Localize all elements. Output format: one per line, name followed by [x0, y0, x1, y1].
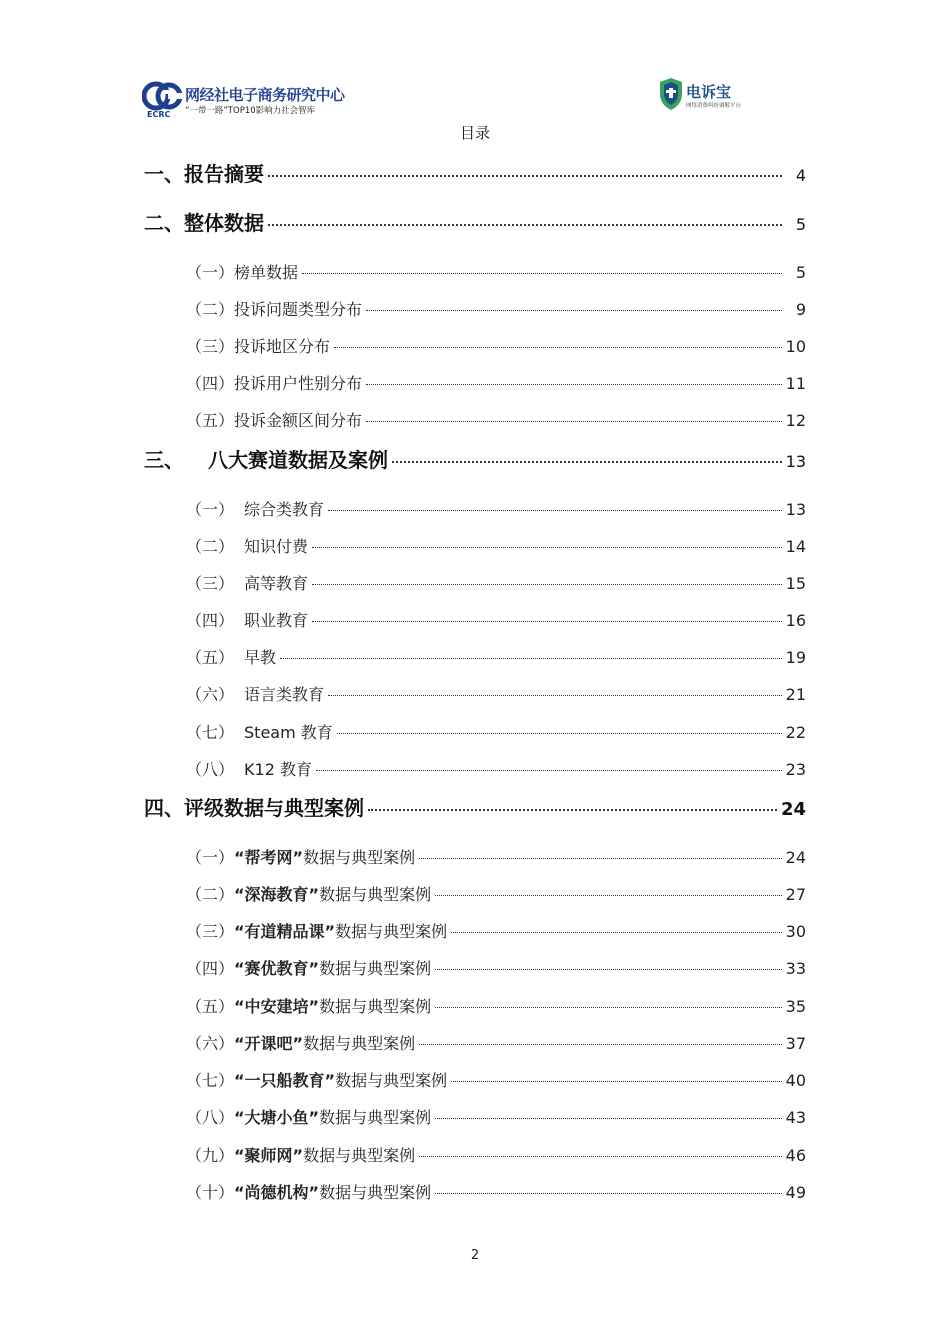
toc-entry-number: （三） [186, 574, 235, 593]
toc-entry-label: 数据与典型案例 [303, 848, 416, 867]
toc-page-number: 33 [785, 959, 806, 978]
toc-item[interactable] [186, 571, 806, 594]
toc-entry-label: （二）投诉问题类型分布 [186, 300, 363, 319]
dot-leader [312, 621, 782, 622]
toc-item[interactable] [186, 260, 806, 283]
toc-page-number: 40 [785, 1071, 806, 1090]
toc-entry-label: K12 教育 [244, 760, 312, 779]
toc-section-rating-cases[interactable] [144, 792, 806, 821]
dot-leader [451, 932, 782, 933]
dot-leader [302, 273, 782, 274]
toc-item[interactable] [186, 720, 806, 743]
toc-entry-label: 数据与典型案例 [319, 997, 432, 1016]
toc-page-number: 24 [780, 799, 806, 820]
toc-item[interactable] [186, 297, 806, 320]
toc-section-summary[interactable] [144, 158, 806, 187]
toc-entry-name: “帮考网” [234, 848, 304, 867]
toc-entry-label: 数据与典型案例 [319, 885, 432, 904]
toc-page-number: 5 [795, 263, 806, 282]
dot-leader [435, 1007, 782, 1008]
toc-entry-label: 知识付费 [244, 537, 309, 556]
dot-leader [268, 224, 782, 226]
dot-leader [312, 547, 782, 548]
toc-entry-label: （五）投诉金额区间分布 [186, 411, 363, 430]
toc-item[interactable] [186, 682, 806, 705]
toc-entry-number: （八） [186, 760, 235, 779]
dianshubao-logo [658, 77, 768, 117]
dianshubao-subtitle: 网络消费纠纷调解平台 [686, 103, 742, 109]
toc-page-number: 9 [795, 300, 806, 319]
toc-page-number: 5 [795, 215, 806, 234]
toc-entry-number: 三、 [144, 448, 184, 472]
toc-entry-number: （一） [186, 848, 235, 867]
toc-item[interactable] [186, 645, 806, 668]
toc-entry-label: 数据与典型案例 [319, 1183, 432, 1202]
toc-page-number: 24 [785, 848, 806, 867]
toc-item[interactable] [186, 956, 806, 979]
toc-page-number: 12 [785, 411, 806, 430]
toc-page-number: 11 [785, 374, 806, 393]
toc-entry-name: “尚德机构” [234, 1183, 320, 1202]
dot-leader [268, 175, 782, 177]
toc-section-overall-data[interactable] [144, 207, 806, 236]
toc-entry-number: （一） [186, 500, 235, 519]
toc-entry-label: 数据与典型案例 [319, 959, 432, 978]
toc-entry-number: （八） [186, 1108, 235, 1127]
toc-entry-label: 一、报告摘要 [144, 162, 264, 186]
toc-item[interactable] [186, 1180, 806, 1203]
toc-entry-name: “开课吧” [234, 1034, 304, 1053]
toc-entry-number: （二） [186, 885, 235, 904]
toc-entry-label: 职业教育 [244, 611, 309, 630]
toc-entry-name: “深海教育” [234, 885, 320, 904]
dot-leader [419, 858, 782, 859]
toc-entry-number: （六） [186, 1034, 235, 1053]
dot-leader [435, 1193, 782, 1194]
dot-leader [366, 310, 782, 311]
toc-item[interactable] [186, 334, 806, 357]
toc-item[interactable] [186, 919, 806, 942]
toc-item[interactable] [186, 994, 806, 1017]
ecrc-abbr: ECRC [147, 110, 171, 119]
toc-entry-label: （三）投诉地区分布 [186, 337, 331, 356]
toc-entry-label: 高等教育 [244, 574, 309, 593]
toc-page-number: 4 [795, 166, 806, 185]
toc-entry-number: （七） [186, 723, 235, 742]
dot-leader [328, 510, 782, 511]
toc-entry-label: 四、评级数据与典型案例 [144, 796, 364, 820]
toc-item[interactable] [186, 408, 806, 431]
dot-leader [419, 1044, 782, 1045]
dot-leader [368, 809, 777, 811]
toc-page-number: 14 [785, 537, 806, 556]
toc-entry-label: 早教 [244, 648, 277, 667]
toc-page-number: 13 [785, 500, 806, 519]
dot-leader [435, 1118, 782, 1119]
toc-entry-name: “有道精品课” [234, 922, 336, 941]
toc-page-number: 27 [785, 885, 806, 904]
toc-entry-name: “一只船教育” [234, 1071, 336, 1090]
dot-leader [366, 384, 782, 385]
page-header [0, 0, 950, 130]
dot-leader [337, 733, 782, 734]
toc-page-number: 13 [785, 452, 806, 471]
toc-entry-number: （三） [186, 922, 235, 941]
toc-item[interactable] [186, 845, 806, 868]
toc-item[interactable] [186, 371, 806, 394]
dianshubao-name: 电诉宝 [686, 83, 732, 101]
ecrc-slogan: “一带一路”TOP10影响力社会智库 [185, 106, 316, 116]
toc-page-number: 16 [785, 611, 806, 630]
toc-page-number: 49 [785, 1183, 806, 1202]
toc-entry-name: “聚师网” [234, 1146, 304, 1165]
toc-page-number: 15 [785, 574, 806, 593]
toc-page-number: 10 [785, 337, 806, 356]
page-footer-number: 2 [470, 1248, 480, 1263]
dot-leader [419, 1156, 782, 1157]
dot-leader [316, 770, 782, 771]
shield-icon [658, 77, 684, 111]
toc-entry-number: （六） [186, 685, 235, 704]
toc-page-number: 37 [785, 1034, 806, 1053]
toc-entry-label: 综合类教育 [244, 500, 325, 519]
toc-item[interactable] [186, 1031, 806, 1054]
dot-leader [435, 895, 782, 896]
toc-entry-label: Steam 教育 [244, 723, 333, 742]
toc-entry-number: （四） [186, 959, 235, 978]
toc-title: 目录 [459, 124, 490, 142]
dot-leader [334, 347, 782, 348]
toc-entry-name: “中安建培” [234, 997, 320, 1016]
toc-page-number: 35 [785, 997, 806, 1016]
toc-page-number: 22 [785, 723, 806, 742]
toc-entry-number: （二） [186, 537, 235, 556]
toc-entry-label: 语言类教育 [244, 685, 325, 704]
toc-entry-number: （五） [186, 997, 235, 1016]
toc-entry-number: （七） [186, 1071, 235, 1090]
toc-page-number: 23 [785, 760, 806, 779]
toc-entry-label: 二、整体数据 [144, 211, 264, 235]
toc-item[interactable] [186, 1068, 806, 1091]
dot-leader [435, 969, 782, 970]
ecrc-name: 网经社电子商务研究中心 [185, 86, 345, 104]
toc-item[interactable] [186, 608, 806, 631]
toc-item[interactable] [186, 534, 806, 557]
toc-page-number: 30 [785, 922, 806, 941]
dot-leader [392, 461, 782, 463]
dot-leader [451, 1081, 782, 1082]
toc-entry-label: 数据与典型案例 [319, 1108, 432, 1127]
toc-item[interactable] [186, 882, 806, 905]
toc-entry-number: （四） [186, 611, 235, 630]
toc-item[interactable] [186, 1143, 806, 1166]
toc-entry-label: 八大赛道数据及案例 [208, 448, 388, 472]
toc-entry-name: “大塘小鱼” [234, 1108, 320, 1127]
toc-entry-label: （四）投诉用户性别分布 [186, 374, 363, 393]
toc-entry-label: （一）榜单数据 [186, 263, 299, 282]
toc-page-number: 19 [785, 648, 806, 667]
toc-page-number: 46 [785, 1146, 806, 1165]
toc-entry-number: （十） [186, 1183, 235, 1202]
toc-page-number: 43 [785, 1108, 806, 1127]
dot-leader [328, 695, 782, 696]
dot-leader [312, 584, 782, 585]
toc-item[interactable] [186, 497, 806, 520]
dot-leader [366, 421, 782, 422]
toc-entry-label: 数据与典型案例 [335, 1071, 448, 1090]
toc-entry-label: 数据与典型案例 [303, 1034, 416, 1053]
toc-item[interactable] [186, 757, 806, 780]
toc-item[interactable] [186, 1105, 806, 1128]
toc-entry-label: 数据与典型案例 [303, 1146, 416, 1165]
dot-leader [280, 658, 782, 659]
toc-section-tracks[interactable] [144, 444, 806, 473]
toc-entry-name: “赛优教育” [234, 959, 320, 978]
toc-entry-number: （五） [186, 648, 235, 667]
toc-page-number: 21 [785, 685, 806, 704]
toc-entry-label: 数据与典型案例 [335, 922, 448, 941]
ecrc-logo [142, 80, 362, 124]
toc-entry-number: （九） [186, 1146, 235, 1165]
